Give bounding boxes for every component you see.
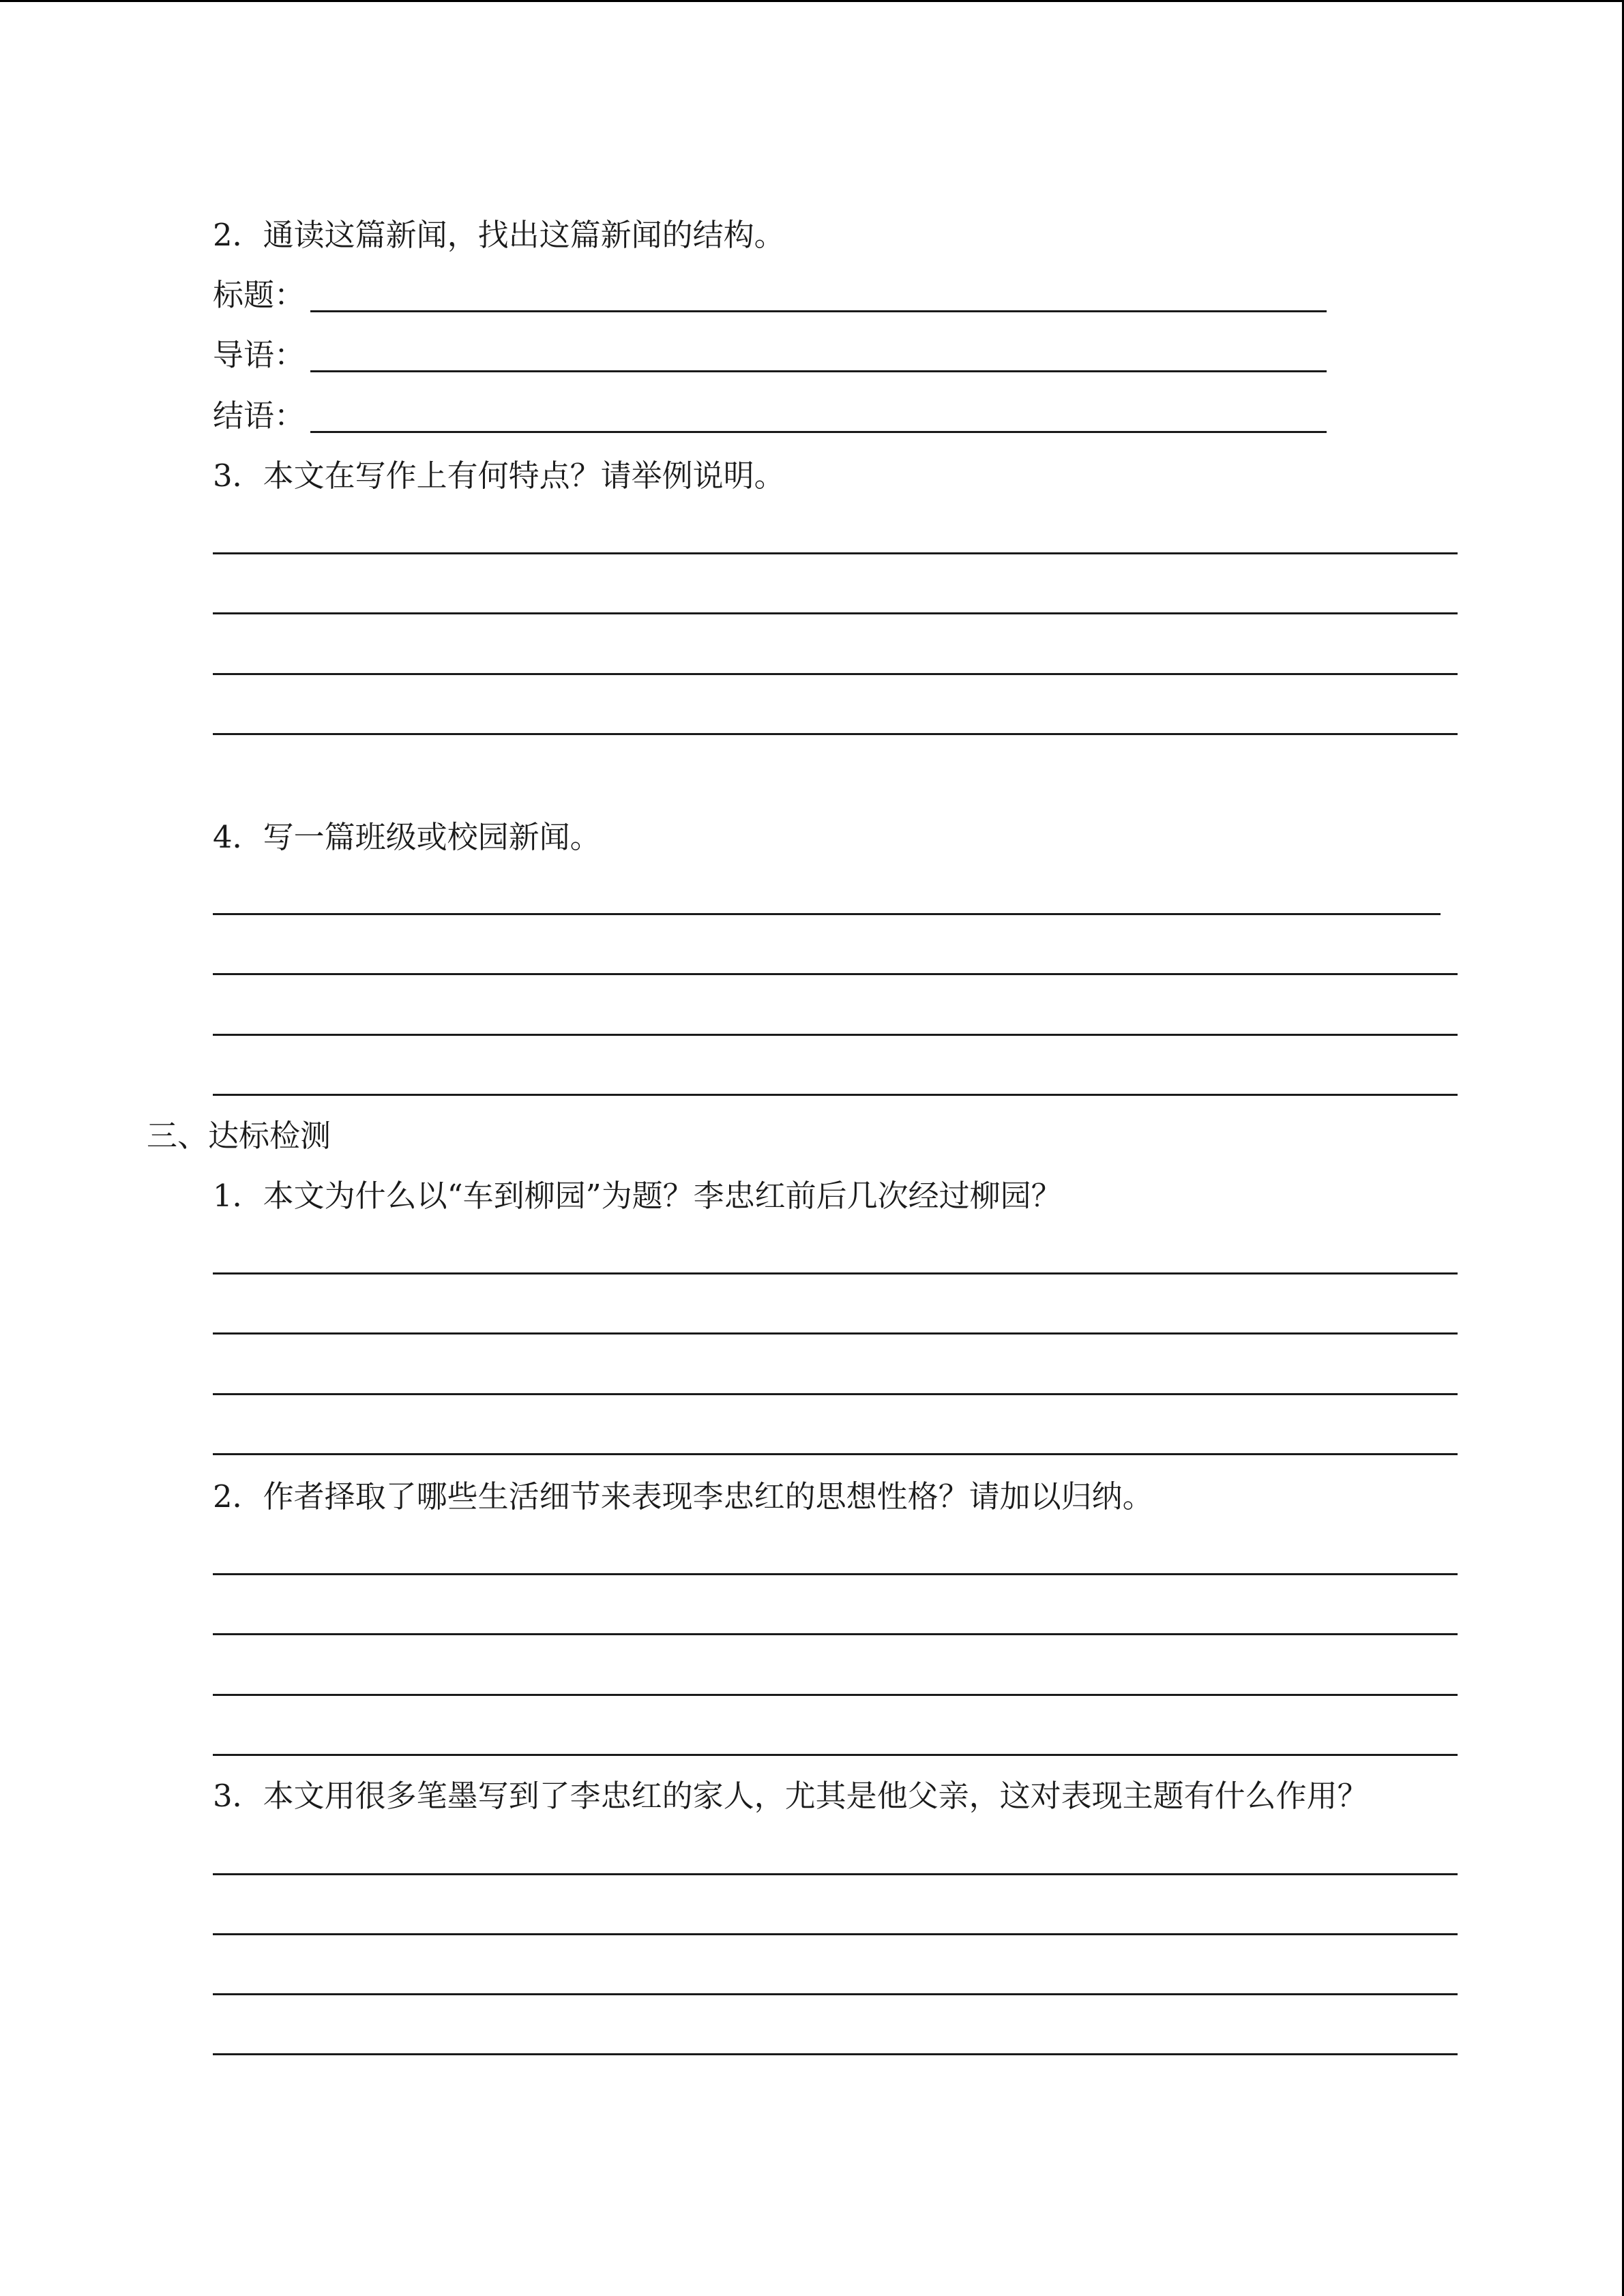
answer-line[interactable] (213, 1754, 1458, 1756)
section-3-heading: 三、达标检测 (147, 1118, 331, 1154)
section-3-question-1: 1．本文为什么以“车到柳园”为题？李忠红前后几次经过柳园？ (213, 1178, 1062, 1214)
question-3-writing-features: 3．本文在写作上有何特点？请举例说明。 (213, 458, 785, 494)
answer-line[interactable] (213, 973, 1458, 975)
section-3-question-2: 2．作者择取了哪些生活细节来表现李忠红的思想性格？请加以归纳。 (213, 1478, 1153, 1515)
answer-line[interactable] (213, 1272, 1458, 1274)
field-label-lead: 导语： (213, 337, 306, 373)
answer-line[interactable] (213, 2053, 1458, 2055)
section-3-question-3: 3．本文用很多笔墨写到了李忠红的家人，尤其是他父亲，这对表现主题有什么作用？ (213, 1778, 1368, 1814)
lead-answer-line[interactable] (310, 370, 1327, 372)
field-label-title: 标题： (213, 277, 306, 313)
answer-line[interactable] (213, 1933, 1458, 1935)
answer-line[interactable] (213, 1573, 1458, 1575)
answer-line[interactable] (213, 673, 1458, 675)
answer-line[interactable] (213, 1993, 1458, 1995)
answer-line[interactable] (213, 733, 1458, 735)
answer-line[interactable] (213, 1453, 1458, 1455)
question-2-structure: 2．通读这篇新闻，找出这篇新闻的结构。 (213, 217, 785, 253)
answer-line[interactable] (213, 552, 1458, 554)
answer-line[interactable] (213, 1034, 1458, 1036)
answer-line[interactable] (213, 1332, 1458, 1335)
answer-line[interactable] (213, 1873, 1458, 1875)
field-label-conclusion: 结语： (213, 398, 306, 434)
answer-line[interactable] (213, 1094, 1458, 1096)
answer-line[interactable] (213, 1633, 1458, 1635)
question-4-write-news: 4．写一篇班级或校园新闻。 (213, 819, 601, 855)
answer-line[interactable] (213, 913, 1441, 915)
page-top-border (0, 0, 1624, 2)
conclusion-answer-line[interactable] (310, 431, 1327, 433)
answer-line[interactable] (213, 612, 1458, 614)
answer-line[interactable] (213, 1393, 1458, 1395)
answer-line[interactable] (213, 1694, 1458, 1696)
title-answer-line[interactable] (310, 310, 1327, 312)
